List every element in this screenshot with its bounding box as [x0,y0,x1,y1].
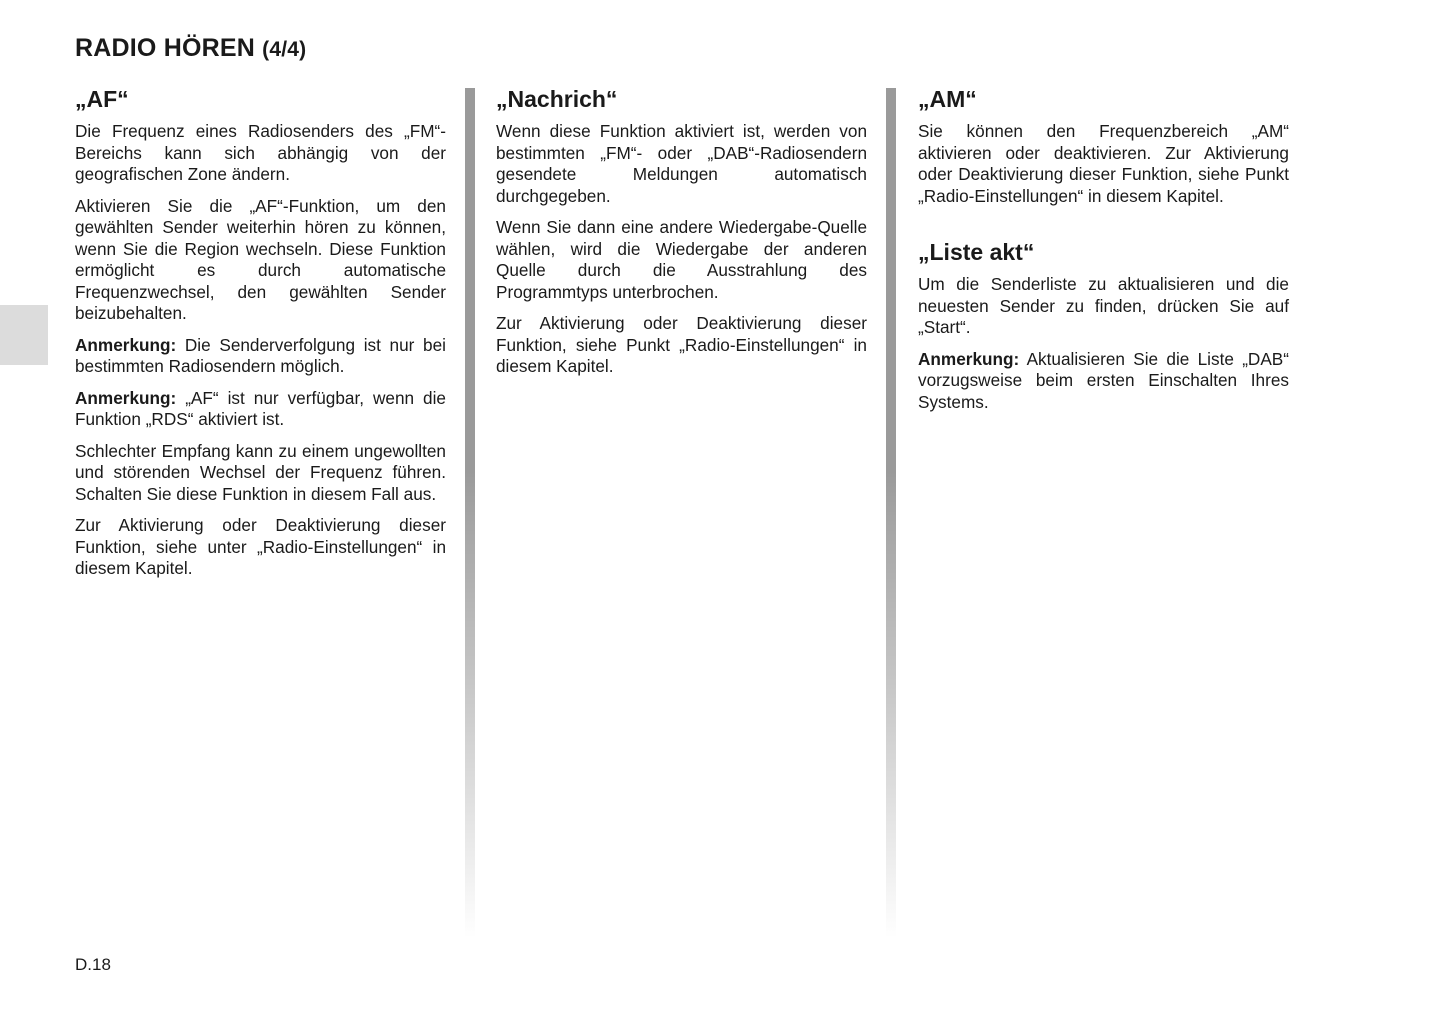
column-3 [918,84,1289,423]
note-label: Anmerkung: [918,348,1020,369]
paragraph [496,121,867,207]
note-paragraph [75,388,446,431]
paragraph-text: Zur Aktivierung oder Deaktivierung dieser Funktion, siehe Punkt „Radio-Einstellungen“ in diesem Kapitel. [496,313,867,376]
section-heading-am: „AM“ [918,86,977,112]
page-number: D.18 [75,955,111,974]
paragraph-text: Wenn Sie dann eine andere Wiedergabe-Quelle wählen, wird die Wiedergabe der anderen Quelle durch die Ausstrahlung des Programmtyps unterbrochen. [496,217,867,302]
paragraph [496,313,867,378]
column-1 [75,84,446,590]
paragraph-text: Aktivieren Sie die „AF“-Funktion, um den gewählten Sender weiterhin hören zu können, wenn Sie die Region wechseln. Diese Funktion ermöglicht es durch automatische Frequenzwechsel, den gewählten Sender beizubehalten. [75,195,446,323]
column-divider [465,88,475,938]
page-title-suffix: (4/4) [262,38,307,61]
paragraph-text: Die Senderverfolgung ist nur bei bestimmten Radiosendern möglich. [75,334,446,376]
paragraph [75,441,446,506]
page-title-text: RADIO HÖREN [75,34,255,62]
section-heading-af: „AF“ [75,86,129,112]
section-heading-liste-akt: „Liste akt“ [918,239,1035,265]
column-divider [886,88,896,938]
chapter-tab [0,305,48,365]
paragraph-text: Aktualisieren Sie die Liste „DAB“ vorzugsweise beim ersten Einschalten Ihres Systems. [918,348,1289,412]
paragraph-text: Sie können den Frequenzbereich „AM“ aktivieren oder deaktivieren. Zur Aktivierung oder Deaktivierung dieser Funktion, siehe Punkt „Radio-Einstellungen“ in diesem Kapitel. [918,121,1289,206]
paragraph [496,217,867,303]
paragraph [75,121,446,186]
paragraph-text: Die Frequenz eines Radiosenders des „FM“-Bereichs kann sich abhängig von der geografischen Zone ändern. [75,121,446,184]
paragraph-text: Zur Aktivierung oder Deaktivierung dieser Funktion, siehe unter „Radio-Einstellungen“ in diesem Kapitel. [75,515,446,578]
paragraph-text: Wenn diese Funktion aktiviert ist, werden von bestimmten „FM“- oder „DAB“-Radiosendern gesendete Meldungen automatisch durchgegeben. [496,121,867,206]
paragraph-text: Schlechter Empfang kann zu einem ungewollten und störenden Wechsel der Frequenz führen. Schalten Sie diese Funktion in diesem Fall aus. [75,440,446,504]
note-label: Anmerkung: [75,387,177,408]
note-paragraph [75,335,446,378]
paragraph [75,196,446,325]
section-heading-nachrich: „Nachrich“ [496,86,618,112]
paragraph-text: Um die Senderliste zu aktualisieren und die neuesten Sender zu finden, drücken Sie auf „Start“. [918,274,1289,337]
paragraph [918,274,1289,339]
note-label: Anmerkung: [75,334,177,355]
paragraph-text: „AF“ ist nur verfügbar, wenn die Funktion „RDS“ aktiviert ist. [75,387,446,429]
column-2 [496,84,867,388]
page-title [75,34,306,63]
paragraph [918,121,1289,207]
note-paragraph [918,349,1289,414]
paragraph [75,515,446,580]
